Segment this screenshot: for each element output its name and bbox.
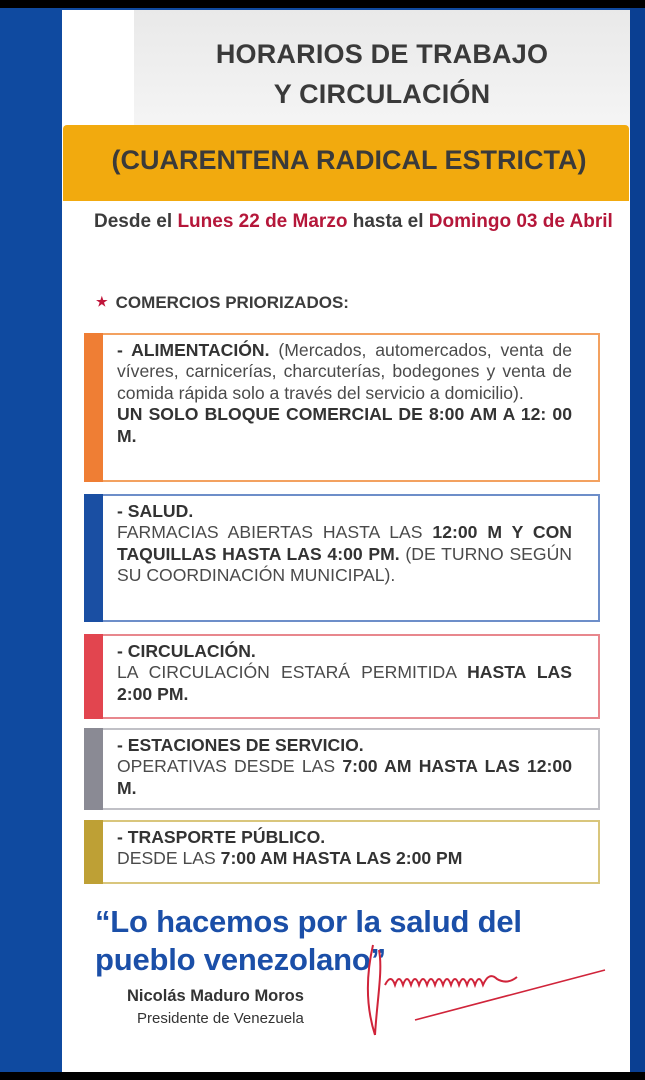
card-color-bar xyxy=(84,333,103,482)
card-bold-text: HASTA LAS 2:00 PM. xyxy=(117,662,573,704)
date-end: Domingo 03 de Abril xyxy=(428,211,613,232)
card-text: OPERATIVAS DESDE LAS xyxy=(117,756,343,777)
card-heading: - ESTACIONES DE SERVICIO. xyxy=(117,735,364,755)
card-text: LA CIRCULACIÓN ESTARÁ PERMITIDA xyxy=(117,662,468,683)
signer-role: Presidente de Venezuela xyxy=(137,1010,304,1027)
section-title-text: COMERCIOS PRIORIZADOS: xyxy=(115,293,349,312)
card-bold-text: 12:00 M Y CON TAQUILLAS HASTA LAS 4:00 PM. xyxy=(117,522,573,564)
card-bold-text: 7:00 AM HASTA LAS 2:00 PM xyxy=(220,848,463,869)
card-salud xyxy=(84,494,600,622)
card-color-bar xyxy=(84,494,103,622)
card-bold-text: UN SOLO BLOQUE COMERCIAL DE 8:00 AM A 12: 00 M. xyxy=(117,404,572,446)
card-alimentacion xyxy=(84,333,600,482)
date-range xyxy=(94,210,614,234)
poster-title xyxy=(134,34,630,114)
section-title xyxy=(96,293,349,313)
card-heading: - ALIMENTACIÓN. xyxy=(117,340,270,360)
card-bold-text: 7:00 AM HASTA LAS 12:00 M. xyxy=(117,756,572,798)
signature-scribble xyxy=(355,940,615,1040)
quarantine-banner xyxy=(63,125,629,201)
card-estaciones xyxy=(84,728,600,810)
quote: “Lo hacemos por la salud del pueblo venezolano” xyxy=(95,904,522,977)
card-text-2: (DE TURNO SEGÚN SU COORDINACIÓN MUNICIPAL). xyxy=(117,543,573,586)
card-color-bar xyxy=(84,728,103,810)
star-icon: ★ xyxy=(96,294,108,309)
signer-name: Nicolás Maduro Moros xyxy=(127,987,304,1005)
card-transporte xyxy=(84,820,600,884)
title-line-1: HORARIOS DE TRABAJO xyxy=(215,39,549,69)
date-prefix: Desde el xyxy=(94,211,178,232)
card-heading: - TRASPORTE PÚBLICO. xyxy=(117,827,326,847)
card-circulacion xyxy=(84,634,600,719)
banner-text: (CUARENTENA RADICAL ESTRICTA) xyxy=(111,145,587,175)
card-text: DESDE LAS xyxy=(117,848,221,869)
blue-frame-right xyxy=(630,8,645,1072)
title-line-2: Y CIRCULACIÓN xyxy=(273,79,491,109)
card-color-bar xyxy=(84,634,103,719)
card-body xyxy=(84,636,598,705)
date-middle: hasta el xyxy=(347,211,429,232)
card-body xyxy=(84,335,598,447)
card-color-bar xyxy=(84,820,103,884)
card-heading: - SALUD. xyxy=(117,501,194,521)
date-start: Lunes 22 de Marzo xyxy=(177,211,348,232)
card-body xyxy=(84,822,598,870)
card-text: (Mercados, automercados, venta de víveres, carnicerías, charcuterías, bodegones y venta de comida rápida solo a través del servicio a domicilio). xyxy=(117,340,572,403)
card-body xyxy=(84,730,598,799)
card-text: FARMACIAS ABIERTAS HASTA LAS xyxy=(117,522,433,543)
card-heading: - CIRCULACIÓN. xyxy=(117,641,256,661)
card-body xyxy=(84,496,598,587)
